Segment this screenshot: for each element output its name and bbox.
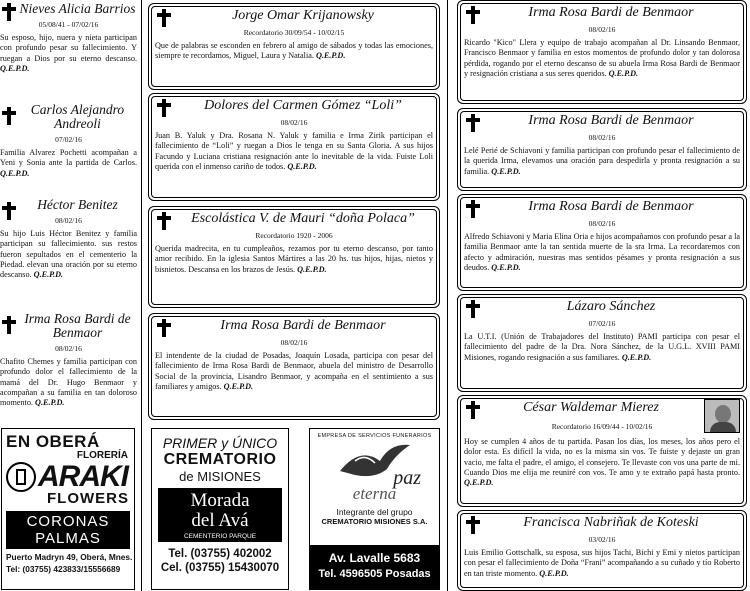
obituary-name: Francisca Nabriñak de Koteski — [523, 515, 699, 530]
cross-icon — [466, 300, 480, 318]
obituary-name: Dolores del Carmen Gómez “Loli” — [204, 98, 402, 113]
paz-arc-text: EMPRESA DE SERVICIOS FUNERARIOS — [317, 433, 432, 439]
paz-brand: paz — [393, 467, 421, 489]
obituary-text: Chafito Chemes y familia participan con profundo dolor el fallecimiento de la mamá del Dr. Hugo Benmaor y acompañan a su familia en tan doloroso momento. Q.E.P.D. — [0, 357, 137, 408]
obituary-text: La U.T.I. (Unión de Trabajadores del Instituto) PAMI participa con pesar el fallecimiento del padre de la Dra. Nora Sánchez, de la U.G.L. XVIII PAMI Misiones, rogando resignación a sus familiares. Q.E.P.D. — [464, 332, 740, 362]
ad-title: EN OBERÁ — [6, 432, 100, 451]
portrait-photo — [704, 399, 740, 433]
obituary-date: 08/02/16 — [280, 118, 308, 127]
araki-brand-sub: FLOWERS — [47, 490, 129, 507]
cross-icon — [157, 99, 171, 117]
paz-brand-sub: eterna — [352, 484, 397, 503]
obituary-carlos-andreoli — [0, 103, 137, 179]
obituary-name: Escolástica V. de Mauri “doña Polaca” — [191, 211, 415, 226]
morada-logo: Morada del Avá CEMENTERIO PARQUE — [158, 488, 282, 542]
araki-products: CORONAS PALMAS — [6, 511, 130, 549]
araki-brand: ARAKI — [38, 460, 128, 493]
obituary-date: 07/02/16 — [588, 319, 616, 328]
obituary-date: 03/02/16 — [588, 535, 616, 544]
obituary-text: Luis Emilio Gottschalk, su esposa, sus hijos Tachi, Bichi y Emi y nietos participan con pesar el fallecimiento de Doña “Frani” acompañando a su cuñado y tío Roberto en tan triste momento. Q.E.P.D. — [464, 548, 740, 578]
obituary-text: Lelé Perié de Schiavoni y familia participan con profundo pesar el fallecimiento de la querida Irma, elevamos una oración para despedirla y pronta resignación a su familia. Q.E.P.D. — [464, 146, 740, 176]
obituary-escolastica-mauri — [148, 206, 440, 308]
obituary-name: Irma Rosa Bardi de Benmaor — [24, 311, 131, 340]
ad-line2: CREMATORIO — [163, 451, 277, 468]
obituary-irma-bardi-left — [0, 312, 137, 408]
obituary-date: 08/02/16 — [55, 344, 82, 353]
obituary-text: Ricardo "Kico" Llera y equipo de trabajo acompañan al Dr. Linsando Benmaor, Francisco Benmaor y familia en estos momentos de profundo dolor y tan dolorosa pérdida, rogando por el eterno descanso de su abuela Irma Rosa Bardi de Benmaor y resignación cristiana a sus seres queridos. Q.E.P.D. — [464, 38, 740, 78]
cross-icon — [2, 316, 16, 334]
obituary-text: Que de palabras se esconden en febrero al amigo de sábados y todas las emociones, siempre te recordamos, Miguel, Laura y Natalia. Q.E.P.D. — [155, 41, 433, 61]
obituary-date: 08/02/16 — [280, 338, 308, 347]
obituary-name: Nieves Alicia Barrios — [19, 1, 136, 16]
obituary-name: Héctor Benitez — [37, 197, 118, 212]
obituary-name: Irma Rosa Bardi de Benmaor — [528, 5, 694, 20]
obituary-text: Hoy se cumplen 4 años de tu partida. Pasan los días, los meses, los años pero el dolor esta. Es difícil la vida, no es la misma sin vos. Te fuiste y dejaste un gran vacio, me falta el padre, el amigo, el consejero. Te llevaste con vos una parte de mi. Cuando Dios me elija me reuniré con vos. Te amo y te extraño papá hasta pronto. Q.E.P.D. — [464, 437, 740, 488]
morada-cell: Cel. (03755) 15430070 — [160, 562, 280, 574]
obituary-hector-benitez — [0, 198, 137, 280]
cross-icon — [2, 107, 16, 125]
cross-icon — [466, 6, 480, 24]
araki-logo — [2, 462, 134, 492]
araki-emblem-icon — [6, 462, 36, 492]
obituary-date: Recordatorio 16/09/44 - 10/02/16 — [551, 422, 653, 431]
ad-subtitle: FLORERÍA — [76, 450, 128, 461]
obituary-irma-bardi-right-1 — [457, 0, 747, 104]
cross-icon — [466, 200, 480, 218]
paz-group: Integrante del grupo — [336, 507, 413, 517]
obituary-text: Familia Alvarez Pochetti acompañan a Yeni y Sonia ante la partida de Carlos. Q.E.P.D. — [0, 148, 137, 178]
obituary-jorge-krijanowsky — [148, 3, 440, 90]
obituary-name: Jorge Omar Krijanowsky — [232, 8, 374, 23]
araki-phone: Tel: (03755) 423833/15556689 — [6, 564, 121, 574]
morada-phone: Tel. (03755) 402002 — [168, 548, 272, 560]
paz-group-name: CREMATORIO MISIONES S.A. — [321, 517, 428, 526]
column-divider — [447, 0, 448, 591]
column-divider — [141, 0, 142, 591]
ad-line1: PRIMER y ÚNICO — [162, 435, 278, 451]
cross-icon — [157, 319, 171, 337]
obituary-date: 05/08/41 - 07/02/16 — [38, 20, 99, 29]
obituary-dolores-gomez — [148, 93, 440, 201]
obituary-date: 08/02/16 — [588, 25, 616, 34]
obituary-text: Querida madrecita, en tu cumpleaños, rezamos por tu eterno descanso, por tanto amor recibido. En la iglesia Santos Mártires a las 20 hs. tus hijos, hijas, nietos y bisnietos. Descansa en los brazos de Jesús. Q.E.P.D. — [155, 244, 433, 274]
paz-eterna-ad — [309, 428, 440, 590]
obituary-cesar-mierez — [457, 395, 747, 507]
obituary-name: Irma Rosa Bardi de Benmaor — [528, 113, 694, 128]
obituary-name: Irma Rosa Bardi de Benmaor — [220, 318, 386, 333]
obituary-date: Recordatorio 30/09/54 - 10/02/15 — [243, 28, 345, 37]
obituary-nieves-barrios — [0, 0, 137, 74]
obituary-name: Irma Rosa Bardi de Benmaor — [528, 199, 694, 214]
obituary-date: 08/02/16 — [588, 133, 616, 142]
obituary-name: César Waldemar Mierez — [523, 400, 659, 415]
obituary-date: Recordatorio 1920 - 2006 — [255, 231, 333, 240]
paz-contact: Av. Lavalle 5683 Tel. 4596505 Posadas — [310, 545, 439, 589]
morada-del-ava-ad — [151, 428, 289, 590]
obituary-text: Alfredo Schiavoni y Maria Elina Oria e hijos acompañamos con profundo pesar a la familia Benmaor ante la tan sentida muerte de la sra Irma. La recordaremos con afecto y admiración, nuestras mas sentidos pésames y pronta resignación a sus deudos. Q.E.P.D. — [464, 232, 740, 272]
araki-address: Puerto Madryn 49, Oberá, Mnes. — [6, 552, 133, 562]
cross-icon — [2, 3, 16, 21]
ad-line3: de MISIONES — [179, 469, 261, 484]
obituary-date: 08/02/16 — [55, 216, 82, 225]
cross-icon — [157, 9, 171, 27]
obituary-irma-bardi-right-3 — [457, 194, 747, 291]
obituary-lazaro-sanchez — [457, 294, 747, 392]
cross-icon — [2, 202, 16, 220]
cross-icon — [466, 516, 480, 534]
obituary-irma-bardi-middle — [148, 313, 440, 420]
obituary-name: Carlos Alejandro Andreoli — [30, 102, 125, 131]
cross-icon — [466, 401, 480, 419]
obituary-date: 08/02/16 — [588, 219, 616, 228]
obituary-date: 07/02/16 — [55, 135, 82, 144]
obituary-name: Lázaro Sánchez — [566, 299, 656, 314]
obituary-francisca-koteski — [457, 510, 747, 591]
obituary-text: El intendente de la ciudad de Posadas, Joaquín Losada, participa con pesar del fallecimiento de Irma Rosa Bardi de Benmaor, abuela del ministro de Desarrollo Social de la provincia, Lisandro Benmaor, y acompaña en el sentimiento a sus familiares y amigos. Q.E.P.D. — [155, 351, 433, 391]
obituary-text: Su hijo Luis Héctor Benitez y familia participan su fallecimiento. sus restos fueron sepultados en el cementerio la Piedad. elevan una oración por su eterno descanso. Q.E.P.D. — [0, 229, 137, 280]
cross-icon — [157, 212, 171, 230]
obituary-irma-bardi-right-2 — [457, 108, 747, 191]
cross-icon — [466, 114, 480, 132]
araki-flowers-ad — [1, 428, 135, 590]
obituary-text: Su esposo, hijo, nuera y nieta participan con profundo pesar su fallecimiento. Y ruegan a Dios por su eterno descanso. Q.E.P.D. — [0, 33, 137, 73]
obituary-text: Juan B. Yaluk y Dra. Rosana N. Yaluk y familia e Irma Zirik participan el fallecimiento de “Loli” y ruegan a Dios le tenga en su Santa Gloria. A sus hijos Facundo y Luciana cristiana resignación ante lo inevitable de la vida. Fuiste Loli querida con el inmenso cariño de todos. Q.E.P.D. — [155, 131, 433, 171]
